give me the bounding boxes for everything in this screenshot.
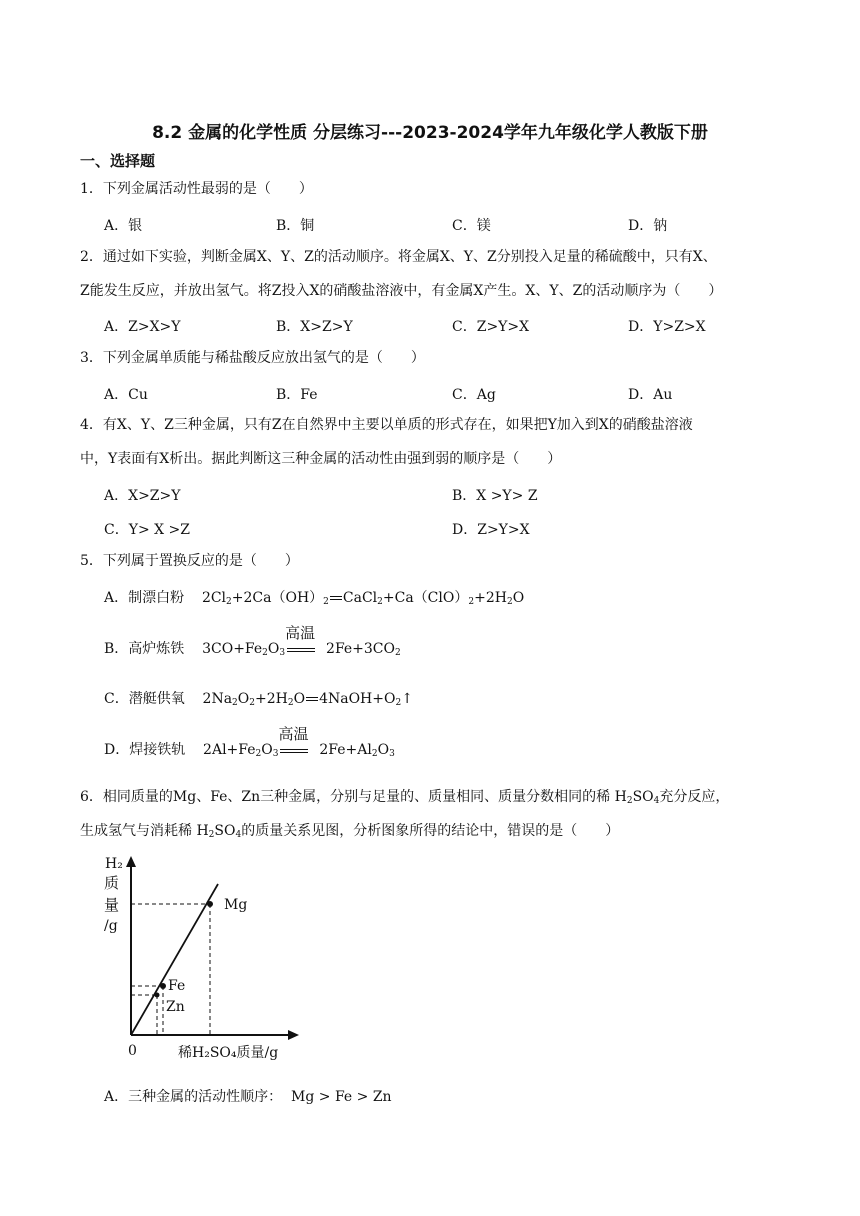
q6-text: SO [632, 789, 654, 805]
q5-option-d-label: D．焊接铁轨 [104, 742, 186, 758]
question-3: 3．下列金属单质能与稀盐酸反应放出氢气的是（ ） [80, 350, 425, 366]
mg-point [207, 901, 213, 907]
question-5: 5．下列属于置换反应的是（ ） [80, 553, 299, 569]
q5-option-c: C．潜艇供氧 $2Na_2O_2+2H_2O$ $4NaOH+O_2↑$ [104, 691, 413, 708]
q6-option-a-eq: Mg > Fe > Zn [291, 1089, 392, 1105]
q4-option-d: D．Z>Y>X [452, 522, 530, 538]
q5-c-eq-part: 4NaOH+O [319, 691, 396, 707]
q1-option-a: A．银 [104, 218, 143, 234]
x-axis-label: 稀H₂SO₄质量/g [178, 1045, 279, 1061]
equals-sign-icon [330, 596, 342, 600]
q2-option-c: C．Z>Y>X [452, 319, 530, 335]
hydrogen-mass-graph [100, 852, 310, 1067]
q6-option-a [104, 1086, 392, 1106]
q5-c-eq-part: O [293, 691, 306, 707]
q4-option-a: A．X>Z>Y [104, 488, 181, 504]
condition-label: 高温 [285, 624, 316, 642]
q5-c-eq-part: 2Na [202, 691, 233, 707]
double-line-icon [287, 648, 315, 652]
q5-option-b-label: B．高炉炼铁 [104, 641, 185, 657]
double-line-icon [280, 749, 308, 753]
q6-option-a-text: A．三种金属的活动性顺序： [104, 1089, 283, 1105]
q6-text: SO [214, 823, 236, 839]
y-label-char-1: 质 [104, 874, 120, 892]
y-label-h2: H₂ [105, 856, 123, 872]
q5-b-eq-right: 2Fe+3CO [326, 641, 395, 657]
page-title: 8.2 金属的化学性质 分层练习---2023-2024学年九年级化学人教版下册 [152, 123, 708, 143]
q5-d-eq-left: 2Al+Fe [203, 742, 256, 758]
q3-option-d: D．Au [628, 387, 673, 403]
q5-c-eq-part: +2H [255, 691, 288, 707]
q5-a-eq-part: O [512, 590, 525, 606]
q5-c-eq-part: O [237, 691, 250, 707]
equals-sign-icon [306, 697, 318, 701]
q5-option-a-label: A．制漂白粉 [104, 590, 185, 606]
mg-label: Mg [224, 897, 248, 913]
q4-option-c: C．Y> X >Z [104, 522, 191, 538]
q5-c-eq-part: ↑ [401, 691, 413, 707]
q5-b-eq-left: 3CO+Fe [202, 641, 263, 657]
zn-label: Zn [166, 999, 185, 1015]
reaction-condition [278, 725, 309, 753]
q6-text: 充分反应， [659, 789, 730, 805]
y-axis-arrow-icon [126, 856, 136, 867]
q4-option-b: B．X >Y> Z [452, 488, 538, 504]
q3-option-a: A．Cu [104, 387, 148, 403]
zn-point [155, 993, 160, 998]
fe-point [160, 983, 166, 989]
q6-text: 6．相同质量的Mg、Fe、Zn三种金属，分别与足量的、质量相同、质量分数相同的稀 H [80, 789, 627, 805]
x-axis-arrow-icon [288, 1030, 299, 1040]
q5-option-d: D．焊接铁轨 $2Al+Fe_2O_3$ 高温 $2Fe+Al_2O_3$ [104, 725, 395, 759]
q5-option-c-label: C．潜艇供氧 [104, 691, 185, 707]
q1-option-d: D．钠 [628, 218, 668, 234]
q2-option-d: D．Y>Z>X [628, 319, 706, 335]
q3-option-c: C．Ag [452, 387, 496, 403]
q5-a-eq-part: +2Ca（OH） [231, 590, 324, 606]
question-2-line-1: 2．通过如下实验，判断金属X、Y、Z的活动顺序。将金属X、Y、Z分别投入足量的稀硫酸中，只有X、 [80, 249, 717, 265]
q5-option-a: A．制漂白粉 $2Cl_2+2Ca(OH)_2$ $CaCl_2+Ca(ClO)_2+2H_2O$ [104, 590, 525, 607]
question-1: 1．下列金属活动性最弱的是（ ） [80, 181, 313, 197]
question-2-line-2: Z能发生反应，并放出氢气。将Z投入X的硝酸盐溶液中，有金属X产生。X、Y、Z的活动顺序为（ ） [80, 283, 723, 299]
q5-a-eq-part: CaCl [342, 590, 378, 606]
q5-option-b: B．高炉炼铁 $3CO+Fe_2O_3$ 高温 $2Fe+3CO_2$ [104, 624, 401, 658]
question-4-line-1: 4．有X、Y、Z三种金属，只有Z在自然界中主要以单质的形式存在，如果把Y加入到X的硝酸盐溶液 [80, 417, 693, 433]
condition-label: 高温 [278, 725, 309, 743]
reaction-condition [285, 624, 316, 652]
q5-a-eq-part: +2H [474, 590, 507, 606]
q2-option-a: A．Z>X>Y [104, 319, 181, 335]
q2-option-b: B．X>Z>Y [276, 319, 353, 335]
q5-a-eq-part: +Ca（ClO） [382, 590, 469, 606]
q5-a-eq-part: 2Cl [201, 590, 227, 606]
q5-d-eq-right: 2Fe+Al [319, 742, 372, 758]
question-6-line-1: 6．相同质量的Mg、Fe、Zn三种金属，分别与足量的、质量相同、质量分数相同的稀 $H_2SO_4$充分反应， [80, 789, 730, 806]
section-heading: 一、选择题 [80, 152, 156, 170]
q1-option-b: B．铜 [276, 218, 315, 234]
q3-option-b: B．Fe [276, 387, 318, 403]
origin-label: 0 [128, 1043, 137, 1059]
q1-option-c: C．镁 [452, 218, 491, 234]
question-4-line-2: 中，Y表面有X析出。据此判断这三种金属的活动性由强到弱的顺序是（ ） [80, 451, 562, 467]
q6-text: 生成氢气与消耗稀 H [80, 823, 209, 839]
q6-text: 的质量关系见图，分析图象所得的结论中，错误的是（ ） [241, 823, 620, 839]
fe-label: Fe [168, 978, 186, 994]
question-6-line-2: 生成氢气与消耗稀 $H_2SO_4$的质量关系见图，分析图象所得的结论中，错误的是（ ） [80, 823, 620, 840]
y-label-char-2: 量 [104, 896, 120, 914]
y-label-unit: /g [104, 918, 118, 934]
